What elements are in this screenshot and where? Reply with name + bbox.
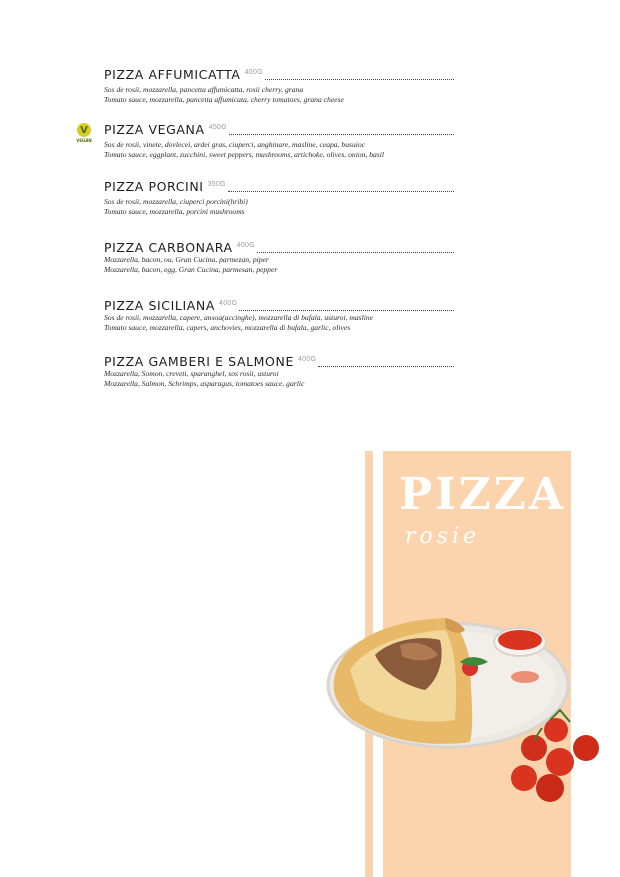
dotted-leader (265, 79, 454, 80)
item-description-en: Tomato sauce, eggplant, zucchini, sweet peppers, mushrooms, artichoke, olives, onion, basil (104, 150, 384, 159)
item-description-ro: Sos de rosii, mozzarella, ciuperci porcini(hribi) (104, 197, 248, 206)
menu-item-gamberi-salmone (104, 353, 454, 389)
item-price: 400G (219, 300, 238, 307)
item-header (104, 297, 454, 313)
dotted-leader (318, 366, 454, 367)
vegan-leaf-icon: V (77, 123, 91, 137)
item-name: PIZZA GAMBERI E SALMONE (104, 354, 294, 369)
item-name: PIZZA PORCINI (104, 179, 204, 194)
menu-item-affumicatta (104, 66, 454, 105)
dotted-leader (229, 134, 454, 135)
panel-subtitle: rosie (405, 524, 481, 549)
menu-item-siciliana (104, 297, 454, 333)
item-price: 400G (236, 242, 255, 249)
item-description-en: Tomato sauce, mozzarella, porcini mushrooms (104, 207, 245, 216)
item-price: 450G (208, 124, 227, 131)
item-description-ro: Sos de rosii, mozzarella, pancetta affumicatta, rosii cherry, grana (104, 85, 304, 94)
dotted-leader (239, 310, 454, 311)
item-price: 400G (244, 69, 263, 76)
menu-item-vegana (104, 121, 454, 160)
item-description-en: Tomato sauce, mozzarella, capers, anchovies, mozzarella di bufala, garlic, olives (104, 323, 351, 332)
menu-item-carbonara (104, 239, 454, 275)
item-name: PIZZA AFFUMICATTA (104, 67, 241, 82)
menu-item-porcini (104, 178, 454, 217)
item-description-ro: Mozzarella, Somon, creveti, sparanghel, sos rosii, usturoi (104, 369, 279, 378)
dotted-leader (257, 252, 454, 253)
item-header (104, 353, 454, 369)
item-header (104, 178, 454, 194)
item-name: PIZZA CARBONARA (104, 240, 233, 255)
panel-title: PIZZA (399, 469, 567, 520)
item-description-en: Tomato sauce, mozzarella, pancetta affumicata, cherry tomatoes, grana cheese (104, 95, 344, 104)
dotted-leader (228, 191, 454, 192)
item-name: PIZZA SICILIANA (104, 298, 216, 313)
vegan-badge (74, 123, 94, 147)
item-description-ro: Mozzarella, bacon, ou, Gran Cucina, parmezan, piper (104, 255, 269, 264)
item-header (104, 121, 454, 137)
pizza-photo (320, 600, 610, 810)
item-description-ro: Sos de rosii, mozzarella, capere, ansoa(accinghe), mozzarella di bufala, usturoi, masline (104, 313, 373, 322)
item-description-ro: Sos de rosii, vinete, dovlecei, ardei gras, ciuperci, anghinare, masline, ceapa, busuioc (104, 140, 366, 149)
item-description-en: Mozzarella, Salmon, Schrimps, asparagus, tomatoes sauce, garlic (104, 379, 305, 388)
item-header (104, 66, 454, 82)
item-header (104, 239, 454, 255)
item-price: 400G (297, 356, 317, 363)
item-description-en: Mozzarella, bacon, egg, Gran Cucina, parmesan, pepper (104, 265, 278, 274)
item-price: 350G (207, 181, 226, 188)
item-name: PIZZA VEGANA (104, 122, 205, 137)
vegan-badge-label: VEGAN (76, 138, 92, 143)
